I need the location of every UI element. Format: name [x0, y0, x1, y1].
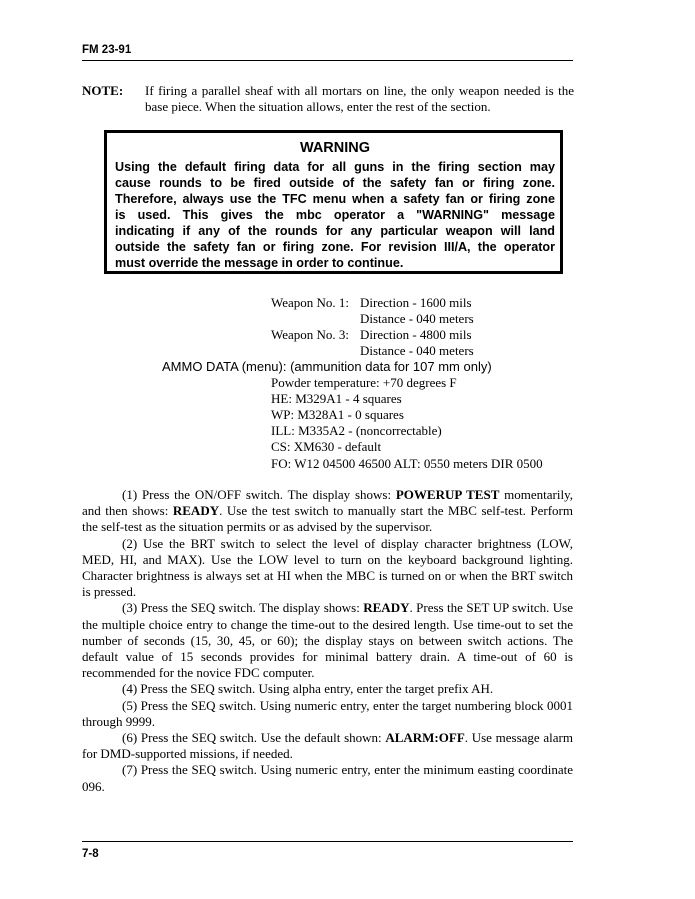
- warning-line: indicating if any of the rounds for any particular weapon will land: [115, 224, 555, 238]
- step-paragraph: (1) Press the ON/OFF switch. The display shows: POWERUP TEST momentarily, and then shows: READY. Use the test switch to manually start the MBC self-test. Perform the self-test as the situation permits or as advised by the supervisor.: [82, 487, 574, 535]
- display-text: READY: [172, 503, 220, 519]
- ammo-line: CS: XM630 - default: [271, 439, 382, 454]
- running-header: FM 23-91: [82, 44, 132, 56]
- display-text: POWERUP TEST: [395, 487, 500, 502]
- warning-line: is used. This gives the mbc operator a "WARNING" message: [115, 208, 555, 222]
- page-number: 7-8: [82, 848, 99, 860]
- step-paragraph: (3) Press the SEQ switch. The display shows: READY. Press the SET UP switch. Use the multiple choice entry to change the time-out to the desired length. Use time-out to set the number of seconds (15, 30, 45, or 60); the display stays on between switch actions. The default value of 15 seconds provides for minimal battery drain. A time-out of 60 is recommended for the novice FDC computer.: [82, 600, 574, 681]
- header-rule: [82, 60, 573, 61]
- warning-line: Therefore, always use the TFC menu when a safety fan or firing zone: [115, 192, 555, 206]
- weapon-3-label: Weapon No. 3:: [271, 327, 350, 342]
- warning-box: [104, 130, 563, 274]
- ammo-line: WP: M328A1 - 0 squares: [271, 407, 404, 422]
- weapon-3-distance: Distance - 040 meters: [360, 343, 474, 358]
- ammo-line: ILL: M335A2 - (noncorrectable): [271, 423, 442, 438]
- step-paragraph: (4) Press the SEQ switch. Using alpha entry, enter the target prefix AH.: [122, 681, 494, 697]
- display-text: READY: [363, 600, 410, 616]
- step-paragraph: (6) Press the SEQ switch. Use the default shown: ALARM:OFF. Use message alarm for DMD-supported missions, if needed.: [82, 730, 573, 762]
- ammo-data-heading: AMMO DATA (menu): (ammunition data for 107 mm only): [162, 359, 492, 374]
- weapon-1-label: Weapon No. 1:: [271, 295, 350, 310]
- warning-line: Using the default firing data for all guns in the firing section may: [115, 160, 555, 174]
- weapon-3-direction: Direction - 4800 mils: [360, 327, 472, 342]
- procedure-steps: [82, 487, 573, 795]
- warning-title: WARNING: [299, 140, 371, 156]
- ammo-line: FO: W12 04500 46500 ALT: 0550 meters DIR 0500: [271, 456, 543, 471]
- warning-line: cause rounds to be fired outside of the safety fan or firing zone.: [115, 176, 555, 190]
- warning-line: must override the message in order to continue.: [115, 256, 404, 270]
- weapon-1-distance: Distance - 040 meters: [360, 311, 474, 326]
- warning-line: outside the safety fan or firing zone. For revision III/A, the operator: [115, 240, 555, 254]
- display-text: ALARM:OFF: [385, 730, 465, 746]
- note-text: If firing a parallel sheaf with all mortars on line, the only weapon needed is the base piece. When the situation allows, enter the rest of the section.: [145, 83, 574, 115]
- footer-rule: [82, 841, 573, 842]
- weapon-1-direction: Direction - 1600 mils: [360, 295, 472, 310]
- note-label: NOTE:: [82, 83, 124, 98]
- step-paragraph: (7) Press the SEQ switch. Using numeric entry, enter the minimum easting coordinate 096.: [82, 762, 573, 794]
- step-paragraph: (2) Use the BRT switch to select the level of display character brightness (LOW, MED, HI, and MAX). Use the LOW level to turn on the keyboard background lighting. Character brightness is always set at HI when the MBC is turned on or when the BRT switch is pressed.: [82, 535, 573, 600]
- ammo-line: Powder temperature: +70 degrees F: [271, 375, 457, 390]
- step-paragraph: (5) Press the SEQ switch. Using numeric entry, enter the target numbering block 0001 through 9999.: [82, 697, 573, 729]
- ammo-line: HE: M329A1 - 4 squares: [271, 391, 402, 406]
